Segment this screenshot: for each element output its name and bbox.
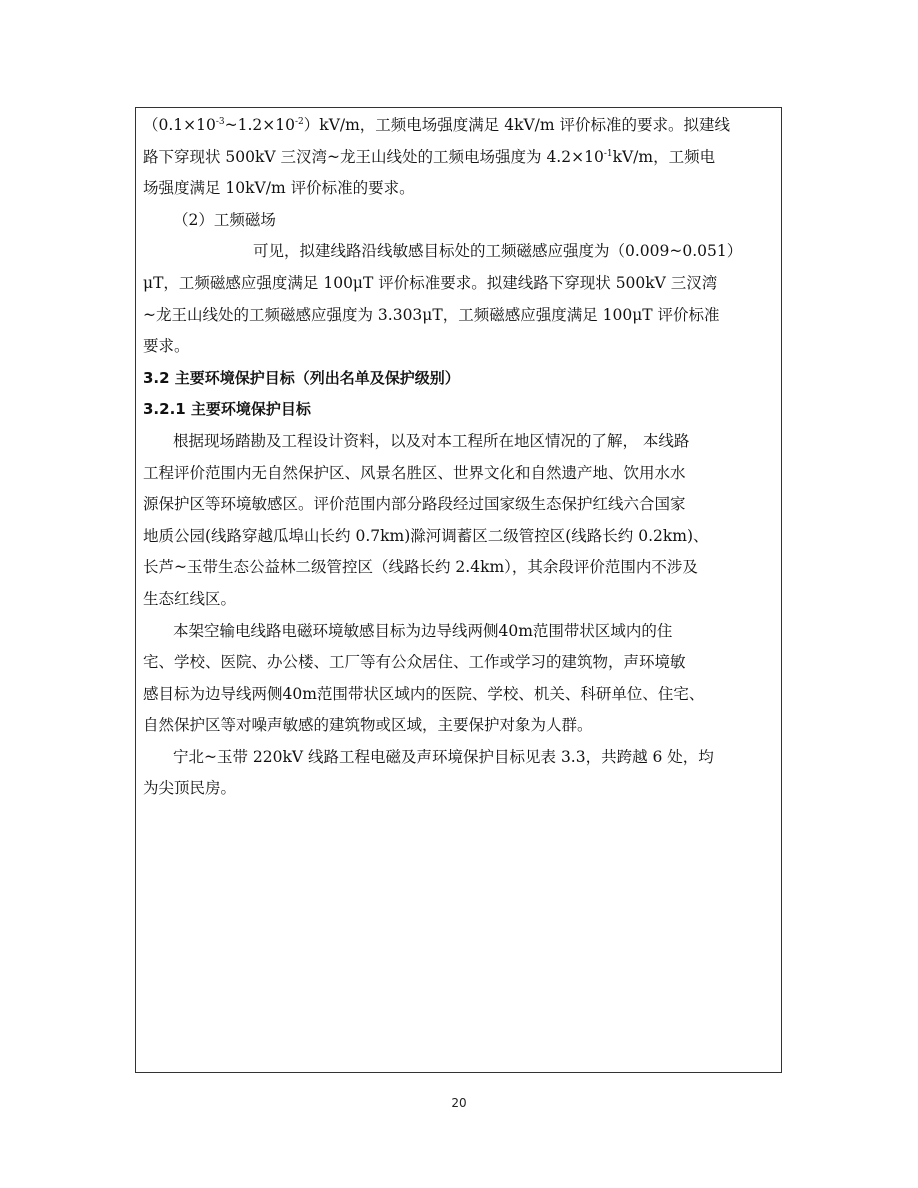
- text-run: kV/m，工频电: [612, 147, 716, 166]
- text-run: （0.1×10: [143, 116, 216, 134]
- paragraph-protection-targets-line-3: 源保护区等环境敏感区。评价范围内部分路段经过国家级生态保护红线六合国家: [143, 495, 686, 514]
- subsection-magnetic-field-title: （2）工频磁场: [173, 210, 276, 229]
- superscript: -3: [215, 117, 225, 127]
- text-run: 路下穿现状 500kV 三汊湾~龙王山线处的工频电场强度为 4.2×10: [143, 147, 604, 166]
- paragraph-protection-targets-line-6: 生态红线区。: [143, 589, 237, 608]
- paragraph-magnetic-field-line-2: μT，工频磁感应强度满足 100μT 评价标准要求。拟建线路下穿现状 500kV 三汊湾: [143, 273, 718, 292]
- paragraph-magnetic-field-line-1: 可见，拟建线路沿线敏感目标处的工频磁感应强度为（0.009~0.051）: [253, 242, 743, 261]
- paragraph-protection-targets-line-2: 工程评价范围内无自然保护区、风景名胜区、世界文化和自然遗产地、饮用水水: [143, 463, 686, 482]
- section-heading-3-2: 3.2 主要环境保护目标（列出名单及保护级别）: [143, 368, 460, 387]
- paragraph-sensitive-targets-line-2: 宅、学校、医院、办公楼、工厂等有公众居住、工作或学习的建筑物，声环境敏: [143, 653, 686, 672]
- paragraph-magnetic-field-line-3: ~龙王山线处的工频磁感应强度为 3.303μT，工频磁感应强度满足 100μT 评价标准: [143, 305, 720, 324]
- section-heading-3-2-1: 3.2.1 主要环境保护目标: [143, 400, 311, 419]
- paragraph-protection-targets-line-1: 根据现场踏勘及工程设计资料，以及对本工程所在地区情况的了解， 本线路: [173, 431, 690, 450]
- paragraph-electric-field-line-1: [143, 110, 775, 142]
- paragraph-electric-field-line-2: [143, 142, 775, 174]
- paragraph-sensitive-targets-line-4: 自然保护区等对噪声敏感的建筑物或区域，主要保护对象为人群。: [143, 716, 593, 735]
- paragraph-protection-targets-line-5: 长芦~玉带生态公益林二级管控区（线路长约 2.4km），其余段评价范围内不涉及: [143, 558, 698, 577]
- superscript: -1: [603, 148, 613, 159]
- paragraph-protection-targets-line-4: 地质公园(线路穿越瓜埠山长约 0.7km)滁河调蓄区二级管控区(线路长约 0.2km)、: [143, 526, 709, 545]
- document-body: [143, 110, 775, 805]
- paragraph-sensitive-targets-line-1: 本架空输电线路电磁环境敏感目标为边导线两侧40m范围带状区域内的住: [173, 621, 673, 640]
- text-run: ）kV/m，工频电场强度满足 4kV/m 评价标准的要求。拟建线: [303, 116, 731, 134]
- superscript: -2: [295, 117, 304, 127]
- paragraph-sensitive-targets-line-3: 感目标为边导线两侧40m范围带状区域内的医院、学校、机关、科研单位、住宅、: [143, 684, 705, 703]
- text-run: ~1.2×10: [224, 116, 296, 134]
- paragraph-electric-field-line-3: 场强度满足 10kV/m 评价标准的要求。: [143, 179, 415, 198]
- paragraph-crossing-line-2: 为尖顶民房。: [143, 779, 237, 798]
- paragraph-magnetic-field-line-4: 要求。: [143, 337, 190, 356]
- paragraph-crossing-line-1: 宁北~玉带 220kV 线路工程电磁及声环境保护目标见表 3.3，共跨越 6 处，均: [173, 747, 714, 766]
- page-number: 20: [451, 1096, 467, 1110]
